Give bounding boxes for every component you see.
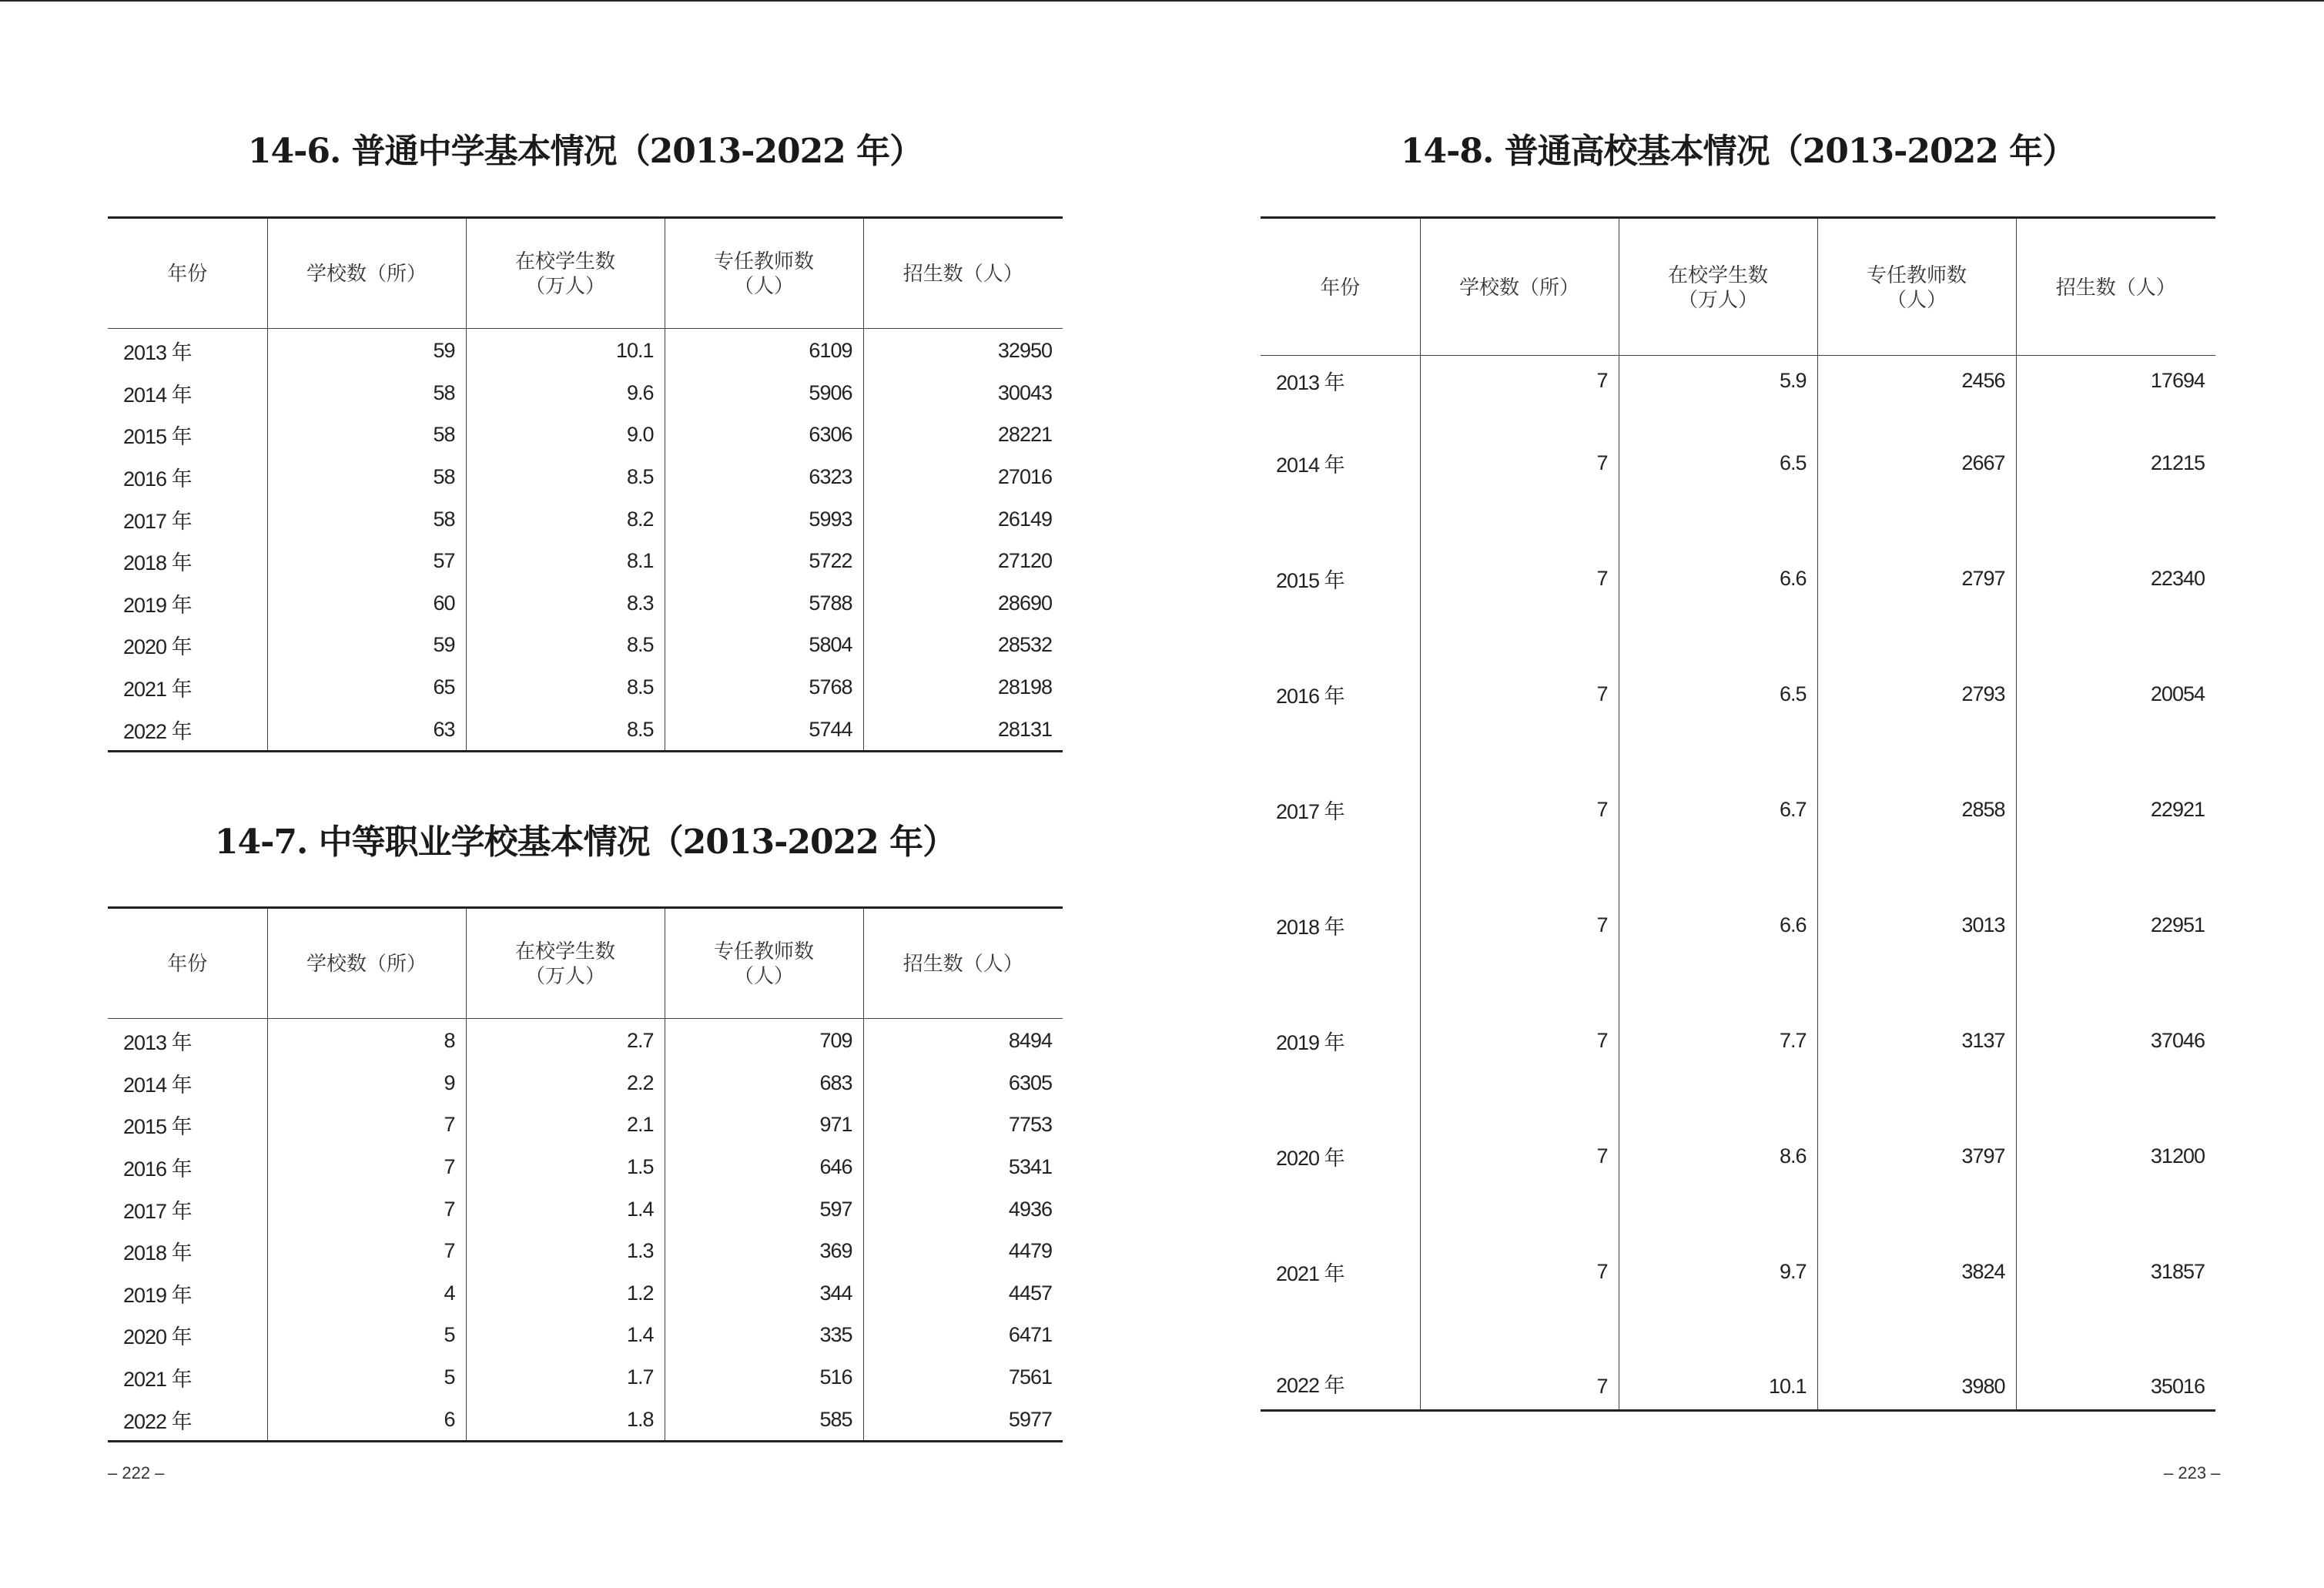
year-cell: 2018 年 — [1276, 915, 1345, 939]
value-cell: 58 — [267, 456, 466, 498]
value-cell: 8.5 — [466, 456, 665, 498]
value-cell: 1.4 — [466, 1188, 665, 1231]
header-row — [108, 908, 1063, 1019]
value-cell: 3137 — [1817, 983, 2016, 1098]
value-cell: 10.1 — [1619, 1329, 1817, 1411]
value-cell: 7 — [1420, 521, 1619, 636]
year-cell: 2019 年 — [123, 1283, 192, 1307]
value-cell: 6.6 — [1619, 521, 1817, 636]
page-number-right: – 223 – — [2164, 1463, 2221, 1482]
value-cell: 7 — [1420, 636, 1619, 752]
value-cell: 2667 — [1817, 405, 2016, 521]
year-cell: 2021 年 — [123, 1367, 192, 1391]
year-cell: 2016 年 — [123, 467, 192, 491]
value-cell: 8 — [267, 1019, 466, 1063]
value-cell: 8.5 — [466, 625, 665, 667]
value-cell: 5788 — [665, 582, 863, 625]
table-row — [108, 1272, 1063, 1315]
column-header: 学校数（所） — [1420, 218, 1619, 356]
table-row — [108, 1019, 1063, 1063]
year-cell: 2022 年 — [108, 709, 267, 752]
value-cell: 1.3 — [466, 1230, 665, 1272]
value-cell: 63 — [267, 709, 466, 752]
value-cell: 37046 — [2016, 983, 2215, 1098]
value-cell: 59 — [267, 329, 466, 373]
table-row — [108, 498, 1063, 541]
value-cell: 3013 — [1817, 867, 2016, 983]
value-cell: 3980 — [1817, 1329, 2016, 1411]
value-cell: 5.9 — [1619, 356, 1817, 406]
value-cell: 5993 — [665, 498, 863, 541]
value-cell: 3797 — [1817, 1098, 2016, 1214]
table-row — [108, 709, 1063, 752]
value-cell: 58 — [267, 414, 466, 457]
value-cell: 5977 — [863, 1399, 1063, 1442]
table-row — [1261, 521, 2215, 636]
value-cell: 8.3 — [466, 582, 665, 625]
value-cell: 30043 — [863, 372, 1063, 414]
value-cell: 6.5 — [1619, 636, 1817, 752]
column-header: 招生数（人） — [2016, 218, 2215, 356]
value-cell: 3824 — [1817, 1214, 2016, 1329]
table-row — [108, 582, 1063, 625]
value-cell: 59 — [267, 625, 466, 667]
year-cell: 2017 年 — [1276, 799, 1345, 823]
value-cell: 27120 — [863, 540, 1063, 582]
value-cell: 7 — [1420, 983, 1619, 1098]
year-cell: 2014 年 — [123, 1073, 192, 1097]
table-row — [108, 1104, 1063, 1147]
year-cell: 2013 年 — [123, 1030, 192, 1054]
column-header: 专任教师数 （人） — [1817, 218, 2016, 356]
year-cell: 2015 年 — [123, 1115, 192, 1139]
value-cell: 4936 — [863, 1188, 1063, 1231]
value-cell: 7 — [267, 1230, 466, 1272]
value-cell: 4479 — [863, 1230, 1063, 1272]
value-cell: 8494 — [863, 1019, 1063, 1063]
value-cell: 31200 — [2016, 1098, 2215, 1214]
value-cell: 22921 — [2016, 752, 2215, 867]
table-row — [108, 1315, 1063, 1357]
value-cell: 8.5 — [466, 709, 665, 752]
value-cell: 6.5 — [1619, 405, 1817, 521]
value-cell: 28690 — [863, 582, 1063, 625]
value-cell: 7.7 — [1619, 983, 1817, 1098]
column-header: 招生数（人） — [863, 908, 1063, 1019]
value-cell: 6323 — [665, 456, 863, 498]
value-cell: 7 — [267, 1188, 466, 1231]
year-cell: 2017 年 — [123, 1199, 192, 1223]
value-cell: 516 — [665, 1356, 863, 1399]
value-cell: 1.5 — [466, 1146, 665, 1188]
table-row — [108, 456, 1063, 498]
column-header: 年份 — [108, 908, 267, 1019]
value-cell: 709 — [665, 1019, 863, 1063]
column-header: 专任教师数 （人） — [665, 218, 863, 329]
value-cell: 2.1 — [466, 1104, 665, 1147]
value-cell: 21215 — [2016, 405, 2215, 521]
column-header: 年份 — [108, 218, 267, 329]
value-cell: 32950 — [863, 329, 1063, 373]
table-row — [1261, 636, 2215, 752]
value-cell: 8.5 — [466, 666, 665, 709]
value-cell: 8.1 — [466, 540, 665, 582]
year-cell: 2018 年 — [123, 1241, 192, 1265]
table-14-8-title: 14-8. 普通高校基本情况（2013-2022 年） — [1400, 132, 2076, 171]
value-cell: 5768 — [665, 666, 863, 709]
value-cell: 22340 — [2016, 521, 2215, 636]
value-cell: 1.7 — [466, 1356, 665, 1399]
value-cell: 27016 — [863, 456, 1063, 498]
value-cell: 2.2 — [466, 1062, 665, 1104]
value-cell: 369 — [665, 1230, 863, 1272]
value-cell: 10.1 — [466, 329, 665, 373]
table-row — [108, 625, 1063, 667]
value-cell: 22951 — [2016, 867, 2215, 983]
value-cell: 2.7 — [466, 1019, 665, 1063]
table-row — [1261, 1214, 2215, 1329]
table-row — [1261, 356, 2215, 406]
column-header: 在校学生数 （万人） — [466, 908, 665, 1019]
value-cell: 28198 — [863, 666, 1063, 709]
value-cell: 1.4 — [466, 1315, 665, 1357]
value-cell: 6471 — [863, 1315, 1063, 1357]
value-cell: 7 — [1420, 1329, 1619, 1411]
year-cell: 2015 年 — [1276, 568, 1345, 592]
value-cell: 28532 — [863, 625, 1063, 667]
value-cell: 2858 — [1817, 752, 2016, 867]
year-cell: 2022 年 — [108, 1399, 267, 1442]
table-14-8 — [1261, 216, 2215, 1412]
table-row — [108, 329, 1063, 373]
value-cell: 6305 — [863, 1062, 1063, 1104]
value-cell: 58 — [267, 372, 466, 414]
value-cell: 6.6 — [1619, 867, 1817, 983]
value-cell: 60 — [267, 582, 466, 625]
column-header: 在校学生数 （万人） — [1619, 218, 1817, 356]
value-cell: 7 — [1420, 405, 1619, 521]
column-header: 在校学生数 （万人） — [466, 218, 665, 329]
year-cell: 2019 年 — [1276, 1030, 1345, 1054]
column-header: 专任教师数 （人） — [665, 908, 863, 1019]
value-cell: 335 — [665, 1315, 863, 1357]
year-cell: 2013 年 — [123, 340, 192, 364]
value-cell: 585 — [665, 1399, 863, 1442]
column-header: 学校数（所） — [267, 908, 466, 1019]
value-cell: 28221 — [863, 414, 1063, 457]
year-cell: 2019 年 — [123, 593, 192, 617]
table-row — [108, 1399, 1063, 1442]
value-cell: 4457 — [863, 1272, 1063, 1315]
page-number-left: – 222 – — [108, 1463, 165, 1482]
value-cell: 31857 — [2016, 1214, 2215, 1329]
year-cell: 2020 年 — [123, 1325, 192, 1349]
column-header: 招生数（人） — [863, 218, 1063, 329]
value-cell: 1.8 — [466, 1399, 665, 1442]
year-cell: 2016 年 — [1276, 684, 1345, 708]
year-cell: 2020 年 — [1276, 1146, 1345, 1170]
year-cell: 2013 年 — [1276, 370, 1345, 394]
table-row — [1261, 1329, 2215, 1411]
year-cell: 2017 年 — [123, 509, 192, 533]
table-row — [108, 666, 1063, 709]
table-row — [1261, 405, 2215, 521]
value-cell: 4 — [267, 1272, 466, 1315]
value-cell: 7 — [1420, 752, 1619, 867]
value-cell: 9 — [267, 1062, 466, 1104]
value-cell: 5804 — [665, 625, 863, 667]
value-cell: 17694 — [2016, 356, 2215, 406]
table-14-7 — [108, 906, 1063, 1442]
table-row — [108, 1230, 1063, 1272]
value-cell: 1.2 — [466, 1272, 665, 1315]
table-14-6 — [108, 216, 1063, 752]
value-cell: 5 — [267, 1356, 466, 1399]
column-header: 学校数（所） — [267, 218, 466, 329]
value-cell: 9.6 — [466, 372, 665, 414]
header-row — [1261, 218, 2215, 356]
table-14-7-title: 14-7. 中等职业学校基本情况（2013-2022 年） — [214, 822, 956, 862]
value-cell: 6 — [267, 1399, 466, 1442]
table-row — [1261, 867, 2215, 983]
table-row — [1261, 983, 2215, 1098]
value-cell: 28131 — [863, 709, 1063, 752]
year-cell: 2020 年 — [123, 635, 192, 659]
value-cell: 6.7 — [1619, 752, 1817, 867]
table-row — [108, 1062, 1063, 1104]
value-cell: 6109 — [665, 329, 863, 373]
table-row — [108, 414, 1063, 457]
year-cell: 2022 年 — [1261, 1329, 1420, 1411]
value-cell: 5 — [267, 1315, 466, 1357]
table-14-6-title: 14-6. 普通中学基本情况（2013-2022 年） — [247, 132, 923, 171]
table-row — [108, 1356, 1063, 1399]
year-cell: 2016 年 — [123, 1157, 192, 1181]
value-cell: 5906 — [665, 372, 863, 414]
value-cell: 65 — [267, 666, 466, 709]
value-cell: 597 — [665, 1188, 863, 1231]
value-cell: 20054 — [2016, 636, 2215, 752]
value-cell: 7 — [1420, 1098, 1619, 1214]
year-cell: 2014 年 — [123, 383, 192, 407]
value-cell: 7 — [267, 1146, 466, 1188]
value-cell: 57 — [267, 540, 466, 582]
year-cell: 2018 年 — [123, 551, 192, 575]
value-cell: 6306 — [665, 414, 863, 457]
table-row — [108, 1188, 1063, 1231]
header-row — [108, 218, 1063, 329]
value-cell: 2793 — [1817, 636, 2016, 752]
value-cell: 7753 — [863, 1104, 1063, 1147]
table-row — [1261, 752, 2215, 867]
value-cell: 344 — [665, 1272, 863, 1315]
table-row — [108, 372, 1063, 414]
value-cell: 9.7 — [1619, 1214, 1817, 1329]
table-row — [108, 540, 1063, 582]
value-cell: 2797 — [1817, 521, 2016, 636]
value-cell: 2456 — [1817, 356, 2016, 406]
column-header: 年份 — [1261, 218, 1420, 356]
table-row — [1261, 1098, 2215, 1214]
value-cell: 26149 — [863, 498, 1063, 541]
value-cell: 5744 — [665, 709, 863, 752]
value-cell: 35016 — [2016, 1329, 2215, 1411]
value-cell: 9.0 — [466, 414, 665, 457]
value-cell: 8.2 — [466, 498, 665, 541]
value-cell: 8.6 — [1619, 1098, 1817, 1214]
value-cell: 5722 — [665, 540, 863, 582]
year-cell: 2014 年 — [1276, 453, 1345, 477]
table-row — [108, 1146, 1063, 1188]
value-cell: 7 — [267, 1104, 466, 1147]
value-cell: 683 — [665, 1062, 863, 1104]
value-cell: 7561 — [863, 1356, 1063, 1399]
value-cell: 971 — [665, 1104, 863, 1147]
value-cell: 7 — [1420, 356, 1619, 406]
year-cell: 2021 年 — [1276, 1261, 1345, 1285]
value-cell: 7 — [1420, 1214, 1619, 1329]
value-cell: 58 — [267, 498, 466, 541]
year-cell: 2021 年 — [123, 677, 192, 701]
value-cell: 5341 — [863, 1146, 1063, 1188]
year-cell: 2015 年 — [123, 425, 192, 449]
value-cell: 646 — [665, 1146, 863, 1188]
value-cell: 7 — [1420, 867, 1619, 983]
